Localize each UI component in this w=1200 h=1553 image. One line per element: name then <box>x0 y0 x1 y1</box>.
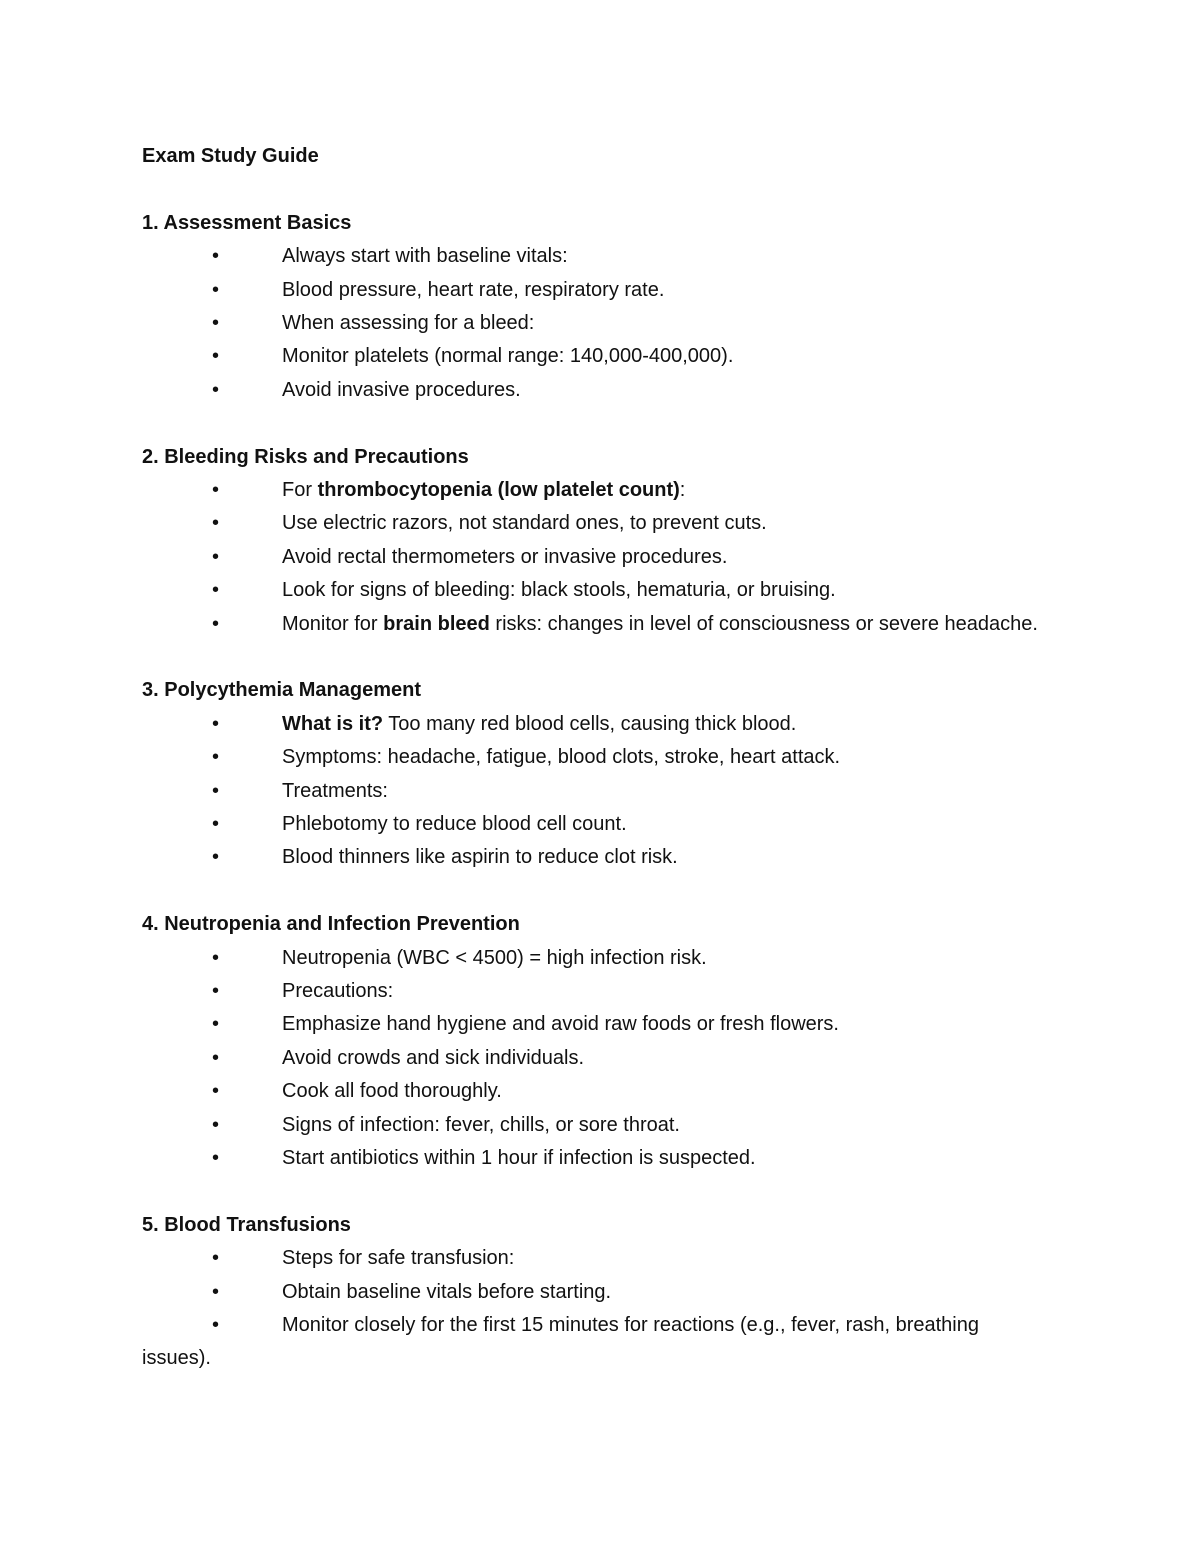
list-item <box>142 741 1042 774</box>
list-item <box>142 975 1042 1008</box>
list-item <box>142 1075 1042 1108</box>
item-text: Start antibiotics within 1 hour if infection is suspected. <box>282 1147 756 1170</box>
bullet-icon: • <box>212 846 220 869</box>
item-text: Neutropenia (WBC < 4500) = high infection risk. <box>282 946 707 969</box>
section-blood-transfusions <box>142 1209 1042 1376</box>
list-item <box>142 942 1042 975</box>
item-text-suffix: : <box>679 478 686 501</box>
bullet-icon: • <box>212 512 220 535</box>
item-text: Precautions: <box>282 980 394 1003</box>
bullet-icon: • <box>212 1080 220 1103</box>
item-text-suffix: Too many red blood cells, causing thick blood. <box>383 712 797 735</box>
item-text: Treatments: <box>282 779 388 802</box>
list-item <box>142 1242 1042 1275</box>
list-item <box>142 608 1042 641</box>
item-text: Monitor for <box>282 612 384 635</box>
bullet-icon: • <box>212 813 220 836</box>
bullet-icon: • <box>212 1314 220 1337</box>
item-emphasis: thrombocytopenia (low platelet count) <box>317 478 680 501</box>
item-text: Symptoms: headache, fatigue, blood clots, stroke, heart attack. <box>282 746 841 769</box>
section-heading: 2. Bleeding Risks and Precautions <box>142 445 469 468</box>
item-text: Avoid invasive procedures. <box>282 378 521 401</box>
list-item <box>142 708 1042 741</box>
list-item <box>142 1142 1042 1175</box>
item-text: Use electric razors, not standard ones, to prevent cuts. <box>282 512 767 535</box>
bullet-icon: • <box>212 1247 220 1270</box>
item-text: Avoid crowds and sick individuals. <box>282 1046 585 1069</box>
section-assessment-basics <box>142 207 1042 407</box>
list-item <box>142 841 1042 874</box>
bullet-icon: • <box>212 1046 220 1069</box>
list-item <box>142 507 1042 540</box>
section-bleeding-risks <box>142 441 1042 641</box>
list-item <box>142 274 1042 307</box>
bullet-icon: • <box>212 1113 220 1136</box>
section-heading: 1. Assessment Basics <box>142 211 352 234</box>
bullet-icon: • <box>212 478 220 501</box>
list-item <box>142 1309 1042 1376</box>
bullet-icon: • <box>212 245 220 268</box>
list-item <box>142 1109 1042 1142</box>
bullet-icon: • <box>212 779 220 802</box>
section-heading: 3. Polycythemia Management <box>142 679 421 702</box>
document-content <box>142 140 1042 1409</box>
bullet-icon: • <box>212 345 220 368</box>
item-text: Monitor platelets (normal range: 140,000-400,000). <box>282 345 734 368</box>
item-text: Cook all food thoroughly. <box>282 1080 502 1103</box>
bullet-icon: • <box>212 1013 220 1036</box>
bullet-icon: • <box>212 946 220 969</box>
bullet-icon: • <box>212 980 220 1003</box>
item-text-suffix: risks: changes in level of consciousness or severe headache. <box>489 612 1038 635</box>
item-text: Monitor closely for the first 15 minutes for reactions (e.g., fever, rash, breathing issues). <box>142 1314 979 1370</box>
list-item <box>142 1008 1042 1041</box>
item-text: Blood thinners like aspirin to reduce clot risk. <box>282 846 678 869</box>
item-text: Look for signs of bleeding: black stools, hematuria, or bruising. <box>282 579 836 602</box>
bullet-icon: • <box>212 545 220 568</box>
bullet-icon: • <box>212 746 220 769</box>
item-text: Always start with baseline vitals: <box>282 245 568 268</box>
item-text: Signs of infection: fever, chills, or sore throat. <box>282 1113 680 1136</box>
list-item <box>142 574 1042 607</box>
bullet-icon: • <box>212 712 220 735</box>
section-neutropenia <box>142 908 1042 1175</box>
list-item <box>142 340 1042 373</box>
bullet-icon: • <box>212 1280 220 1303</box>
list-item <box>142 240 1042 273</box>
list-item <box>142 1042 1042 1075</box>
section-heading: 5. Blood Transfusions <box>142 1213 351 1236</box>
bullet-icon: • <box>212 1147 220 1170</box>
list-item <box>142 1276 1042 1309</box>
item-text: Avoid rectal thermometers or invasive procedures. <box>282 545 728 568</box>
item-emphasis: What is it? <box>282 712 384 735</box>
list-item <box>142 374 1042 407</box>
item-text: Steps for safe transfusion: <box>282 1247 515 1270</box>
item-emphasis: brain bleed <box>383 612 490 635</box>
item-text: Emphasize hand hygiene and avoid raw foods or fresh flowers. <box>282 1013 839 1036</box>
bullet-icon: • <box>212 311 220 334</box>
list-item <box>142 541 1042 574</box>
bullet-icon: • <box>212 278 220 301</box>
item-text: Blood pressure, heart rate, respiratory rate. <box>282 278 665 301</box>
item-text: For <box>282 478 318 501</box>
item-text: When assessing for a bleed: <box>282 311 535 334</box>
list-item <box>142 474 1042 507</box>
list-item <box>142 808 1042 841</box>
section-heading: 4. Neutropenia and Infection Prevention <box>142 913 520 936</box>
bullet-icon: • <box>212 579 220 602</box>
list-item <box>142 775 1042 808</box>
list-item <box>142 307 1042 340</box>
bullet-icon: • <box>212 612 220 635</box>
bullet-icon: • <box>212 378 220 401</box>
document-title: Exam Study Guide <box>142 145 319 167</box>
item-text: Obtain baseline vitals before starting. <box>282 1280 612 1303</box>
section-polycythemia <box>142 674 1042 874</box>
item-text: Phlebotomy to reduce blood cell count. <box>282 813 627 836</box>
